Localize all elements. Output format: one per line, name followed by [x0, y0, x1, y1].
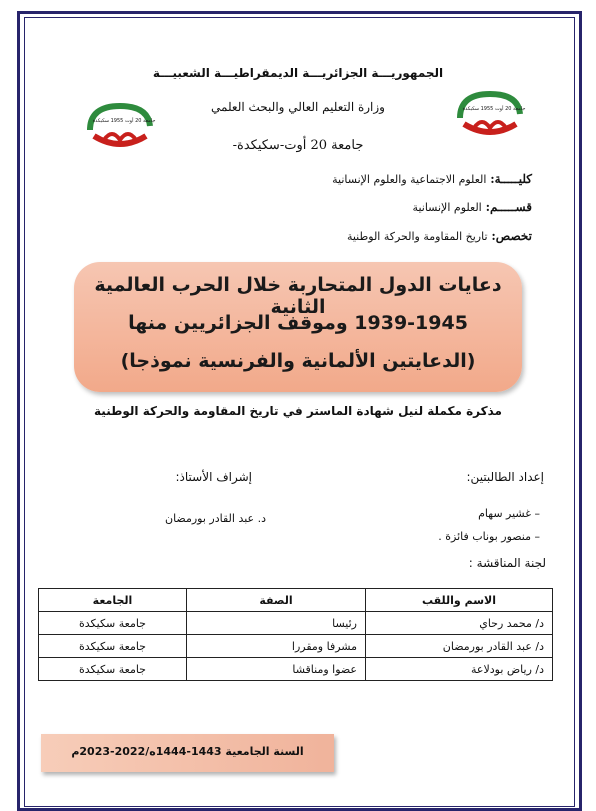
- jury-header-name: الاسم واللقب: [366, 589, 553, 612]
- jury-university: جامعة سكيكدة: [39, 635, 187, 658]
- logo-left-text: جامعة 20 أوت 1955 سكيكدة: [92, 118, 156, 124]
- jury-university: جامعة سكيكدة: [39, 658, 187, 681]
- student-item: – منصور بوناب فائزة .: [438, 530, 540, 543]
- thesis-title-box: [74, 262, 522, 392]
- department-value: العلوم الإنسانية: [412, 201, 482, 214]
- university-logo-right: [454, 88, 526, 144]
- table-row: [39, 612, 553, 635]
- university-logo-left: [84, 100, 156, 156]
- jury-name: د/ رياض بودلاعة: [366, 658, 553, 681]
- academic-year: السنة الجامعية 1443-1444ه/2022-2023م: [71, 745, 304, 758]
- jury-name: د/ عبد القادر بورمضان: [366, 635, 553, 658]
- table-row: [39, 658, 553, 681]
- jury-university: جامعة سكيكدة: [39, 612, 187, 635]
- specialty-line: [347, 229, 532, 243]
- department-label: قســـــم:: [485, 200, 532, 214]
- jury-header-row: [39, 589, 553, 612]
- thesis-title-line-1: دعايات الدول المتحاربة خلال الحرب العالمية الثانية: [94, 274, 502, 318]
- jury-header-role: الصفة: [187, 589, 366, 612]
- supervisor-label: إشراف الأستاذ:: [175, 470, 252, 484]
- thesis-subtitle: مذكرة مكملة لنيل شهادة الماستر في تاريخ المقاومة والحركة الوطنية: [94, 404, 502, 418]
- jury-table: [38, 588, 553, 681]
- university-name: جامعة 20 أوت-سكيكدة-: [232, 138, 364, 153]
- academic-year-box: [41, 734, 334, 772]
- thesis-title-line-2: 1939-1945 وموقف الجزائريين منها: [128, 312, 468, 334]
- jury-name: د/ محمد رحاي: [366, 612, 553, 635]
- faculty-line: [332, 172, 532, 186]
- faculty-value: العلوم الاجتماعية والعلوم الإنسانية: [332, 173, 487, 186]
- ministry-title: وزارة التعليم العالي والبحث العلمي: [211, 100, 385, 114]
- specialty-value: تاريخ المقاومة والحركة الوطنية: [346, 230, 488, 243]
- thesis-title-line-3: (الدعايتين الألمانية والفرنسية نموذجا): [120, 350, 476, 372]
- table-row: [39, 635, 553, 658]
- students-label: إعداد الطالبتين:: [466, 470, 544, 484]
- jury-header-university: الجامعة: [39, 589, 187, 612]
- specialty-label: تخصص:: [491, 229, 532, 243]
- student-item: – غشير سهام: [478, 507, 540, 520]
- logo-right-text: جامعة 20 أوت 1955 سكيكدة: [462, 106, 526, 112]
- committee-label: لجنة المناقشة :: [468, 556, 546, 570]
- supervisor-name: د. عبد القادر بورمضان: [165, 512, 266, 525]
- republic-title: الجمهوريـــة الجزائريـــة الديمقراطيـــة الشعبيـــة: [152, 66, 444, 80]
- department-line: [413, 200, 532, 214]
- jury-role: رئيسا: [187, 612, 366, 635]
- jury-role: مشرفا ومقررا: [187, 635, 366, 658]
- jury-role: عضوا ومناقشا: [187, 658, 366, 681]
- faculty-label: كليـــــة:: [490, 172, 532, 186]
